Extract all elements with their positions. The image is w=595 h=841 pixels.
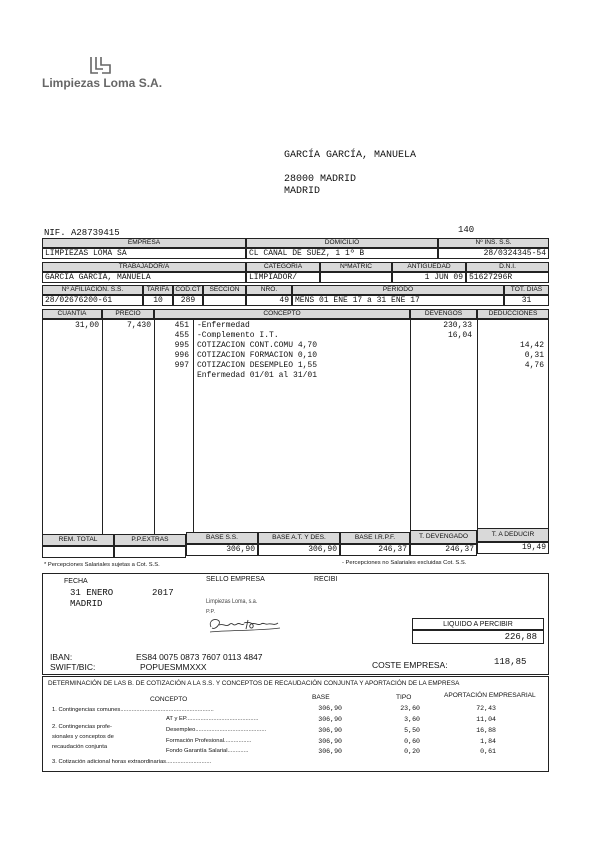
- det-aport: 0,61: [480, 748, 496, 755]
- header-nro: NRO.: [246, 285, 292, 295]
- line-cuantia: 31,00: [74, 321, 99, 330]
- total-devengado-value: 246,37: [410, 544, 477, 556]
- header-matric: NºMATRIC: [320, 262, 392, 272]
- header-cod-ct: COD.CT: [173, 285, 203, 295]
- det-label-profe-2: sionales y conceptos de: [52, 734, 114, 740]
- liquido-label: LIQUIDO A PERCIBIR: [412, 618, 544, 630]
- rem-total-value: [42, 546, 114, 558]
- fecha-label: FECHA: [64, 578, 88, 585]
- swift-label: SWIFT/BIC:: [50, 662, 96, 672]
- coste-value: 118,85: [494, 657, 527, 667]
- swift-value: POPUESMMXXX: [140, 662, 207, 672]
- worker-affiliation: 28/02676200-61: [42, 295, 143, 306]
- det-label-fogasa: Fondo Garantía Salarial.............: [166, 748, 249, 754]
- pay-period: MENS 01 ENE 17 a 31 ENE 17: [292, 295, 504, 306]
- line-code: 995: [174, 341, 189, 350]
- line-code: 997: [174, 361, 189, 370]
- stamp-company: Limpiezas Loma, s.a.: [206, 598, 258, 605]
- header-categoria: CATEGORIA: [246, 262, 320, 272]
- worker-seccion: [203, 295, 246, 306]
- worker-category: LIMPIADOR/: [246, 272, 320, 283]
- header-t-deducir: T. A DEDUCIR: [477, 528, 549, 542]
- line-devengo: 230,33: [443, 321, 472, 330]
- header-tarifa: TARIFA: [143, 285, 173, 295]
- employer-address: CL CANAL DE SUEZ, 1 1º B: [246, 248, 438, 259]
- worker-nro: 49: [246, 295, 292, 306]
- header-t-devengado: T. DEVENGADO: [410, 530, 477, 544]
- det-col-base: BASE: [312, 694, 330, 701]
- header-pp-extras: P.P.EXTRAS: [114, 534, 186, 546]
- line-code: 451: [174, 321, 189, 330]
- worker-dni: 51627296R: [466, 272, 549, 283]
- recipient-province: MADRID: [284, 186, 321, 197]
- company-logo-text: Limpiezas Loma S.A.: [42, 76, 163, 90]
- worker-matric: [320, 272, 392, 283]
- base-ss-value: 306,90: [186, 544, 258, 556]
- worker-seniority: 1 JUN 09: [392, 272, 466, 283]
- line-concepto: -Enfermedad: [197, 321, 250, 330]
- line-devengo: 16,04: [447, 331, 472, 340]
- det-col-aportacion: APORTACIÓN EMPRESARIAL: [444, 692, 536, 699]
- header-concepto: CONCEPTO: [154, 309, 410, 319]
- employer-ins-ss: 28/0324345-54: [438, 248, 549, 259]
- total-deducir-value: 19,49: [477, 542, 549, 554]
- det-col-concepto: CONCEPTO: [150, 696, 188, 703]
- header-precio: PRECIO: [102, 309, 154, 319]
- det-tipo: 5,50: [404, 727, 420, 734]
- header-cuantia: CUANTIA: [42, 309, 102, 319]
- total-days: 31: [504, 295, 549, 306]
- header-base-irpf: BASE I.R.P.F.: [340, 532, 410, 544]
- employer-name: LIMPIEZAS LOMA SA: [42, 248, 246, 259]
- det-base: 306,90: [318, 705, 342, 712]
- det-tipo: 0,20: [404, 748, 420, 755]
- signature-scribble: [206, 612, 284, 636]
- det-label-at-ep: AT y EP.............................................: [166, 716, 259, 722]
- iban-value: ES84 0075 0873 7607 0113 4847: [136, 652, 263, 662]
- coste-label: COSTE EMPRESA:: [372, 660, 448, 670]
- header-base-ss: BASE S.S.: [186, 532, 258, 544]
- det-base: 306,90: [318, 748, 342, 755]
- header-ins-ss: Nº INS. S.S.: [438, 238, 549, 248]
- header-base-at: BASE A.T. Y DES.: [258, 532, 340, 544]
- det-base: 306,90: [318, 738, 342, 745]
- line-concepto: COTIZACION CONT.COMU 4,70: [197, 341, 318, 350]
- recipient-name: GARCÍA GARCÍA, MANUELA: [284, 150, 417, 161]
- header-tot-dias: TOT. DIAS: [504, 285, 549, 295]
- line-concepto: -Complemento I.T.: [197, 331, 279, 340]
- det-label-profe-3: recaudación conjunta: [52, 744, 108, 750]
- header-devengos: DEVENGOS: [410, 309, 477, 319]
- det-tipo: 23,60: [400, 705, 420, 712]
- det-tipo: 0,60: [404, 738, 420, 745]
- line-precio: 7,430: [126, 321, 151, 330]
- company-logo-icon: [88, 55, 114, 77]
- base-irpf-value: 246,37: [340, 544, 410, 556]
- header-seccion: SECCION: [203, 285, 246, 295]
- det-label-formacion: Formación Profesional.................: [166, 738, 252, 744]
- det-aport: 16,88: [476, 727, 496, 734]
- det-tipo: 3,60: [404, 716, 420, 723]
- det-aport: 1,84: [480, 738, 496, 745]
- line-deduccion: 4,76: [524, 361, 544, 370]
- det-label-profe-1: 2. Contingencias profe-: [52, 724, 112, 730]
- line-deduccion: 0,31: [524, 351, 544, 360]
- sheet-number: 140: [458, 225, 475, 235]
- recibi-label: RECIBI: [314, 576, 338, 583]
- det-label-desempleo: Desempleo............................................: [166, 727, 267, 733]
- determination-box: [42, 676, 549, 772]
- fecha-day: 31 ENERO: [70, 588, 114, 598]
- pp-extras-value: [114, 546, 186, 558]
- header-domicilio: DOMICILIO: [246, 238, 438, 248]
- nif-label: NIF. A28739415: [44, 228, 120, 238]
- worker-tarifa: 10: [143, 295, 173, 306]
- det-label-horas-extra: 3. Cotización adicional horas extraordinarias............................: [52, 759, 212, 765]
- det-aport: 11,04: [476, 716, 496, 723]
- det-label-comunes: 1. Contingencias comunes..........................................................: [52, 707, 214, 713]
- determination-title: DETERMINACIÓN DE LAS B. DE COTIZACIÓN A LA S.S. Y CONCEPTOS DE RECAUDACIÓN CONJUNTA Y APORTACIÓN DE LA EMPRESA: [48, 680, 460, 687]
- recipient-city: 28000 MADRID: [284, 174, 357, 185]
- worker-name: GARCÍA GARCÍA, MANUELA: [42, 272, 246, 283]
- header-empresa: EMPRESA: [42, 238, 246, 248]
- header-dni: D.N.I.: [466, 262, 549, 272]
- line-concepto: COTIZACION DESEMPLEO 1,55: [197, 361, 318, 370]
- line-code: 455: [174, 331, 189, 340]
- header-deducciones: DEDUCCIONES: [477, 309, 549, 319]
- line-deduccion: 14,42: [519, 341, 544, 350]
- footnote-salarial: * Percepciones Salariales sujetas a Cot. S.S.: [44, 562, 160, 568]
- header-afiliacion: Nº AFILIACION. S.S.: [42, 285, 143, 295]
- header-periodo: PERIODO: [292, 285, 504, 295]
- header-rem-total: REM. TOTAL: [42, 534, 114, 546]
- fecha-city: MADRID: [70, 599, 103, 609]
- stamp-pp: P.P.: [206, 609, 215, 615]
- liquido-value: 226,88: [412, 630, 544, 644]
- header-antiguedad: ANTIGUEDAD: [392, 262, 466, 272]
- line-concepto: Enfermedad 01/01 al 31/01: [197, 371, 318, 380]
- base-at-value: 306,90: [258, 544, 340, 556]
- det-col-tipo: TIPO: [396, 694, 412, 701]
- footnote-no-salarial: - Percepciones no Salariales excluidas Cot. S.S.: [342, 560, 467, 566]
- header-trabajador: TRABAJADOR/A: [42, 262, 246, 272]
- det-base: 306,90: [318, 727, 342, 734]
- line-code: 996: [174, 351, 189, 360]
- worker-cod-ct: 289: [173, 295, 203, 306]
- iban-label: IBAN:: [50, 652, 73, 662]
- det-aport: 72,43: [476, 705, 496, 712]
- sello-label: SELLO EMPRESA: [206, 576, 265, 583]
- det-base: 306,90: [318, 716, 342, 723]
- line-concepto: COTIZACION FORMACION 0,10: [197, 351, 318, 360]
- fecha-year: 2017: [152, 588, 174, 598]
